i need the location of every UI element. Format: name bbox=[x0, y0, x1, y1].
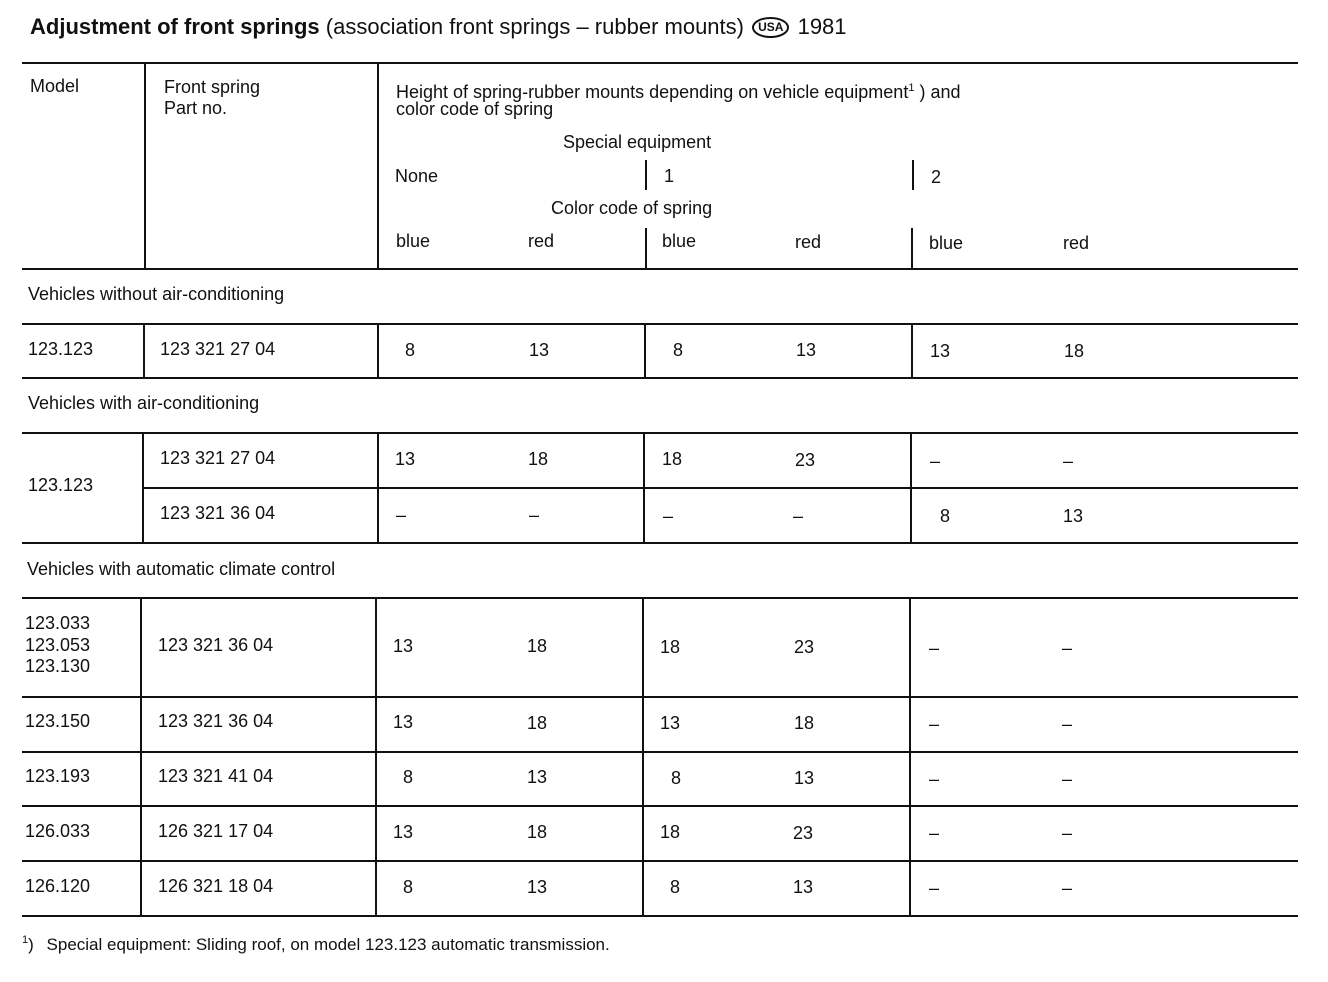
cell-value: 18 bbox=[662, 449, 683, 469]
header-eq-none: None bbox=[395, 166, 439, 186]
usa-badge-icon: USA bbox=[752, 17, 789, 38]
title-bold: Adjustment of front springs bbox=[30, 14, 320, 39]
cell-value: 13 bbox=[395, 449, 416, 469]
cell-value: 8 bbox=[670, 877, 681, 897]
vrule-header-eq1 bbox=[645, 160, 647, 190]
cell-part-no: 123 321 36 04 bbox=[158, 711, 274, 731]
cell-value: – bbox=[1062, 878, 1073, 898]
cell-model: 126.120 bbox=[25, 876, 91, 896]
cell-value: – bbox=[1062, 823, 1073, 843]
cell-value: – bbox=[529, 505, 540, 525]
cell-value: 13 bbox=[930, 341, 951, 361]
header-color-red: red bbox=[528, 231, 555, 251]
cell-value: – bbox=[929, 769, 940, 789]
cell-value: 13 bbox=[796, 340, 817, 360]
footnote-text: Special equipment: Sliding roof, on model 123.123 automatic transmission. bbox=[46, 935, 610, 954]
cell-value: 18 bbox=[660, 822, 681, 842]
footnote bbox=[22, 930, 610, 955]
vrule-s1-c bbox=[644, 323, 646, 377]
rule-row-2 bbox=[22, 751, 1298, 753]
cell-value: 18 bbox=[1064, 341, 1085, 361]
page-title bbox=[30, 14, 847, 40]
cell-value: 13 bbox=[393, 822, 414, 842]
cell-value: 13 bbox=[794, 768, 815, 788]
cell-value: 13 bbox=[527, 877, 548, 897]
cell-value: – bbox=[1062, 638, 1073, 658]
cell-model: 123.033 bbox=[25, 613, 91, 633]
cell-value: 13 bbox=[393, 636, 414, 656]
vrule-s2-b bbox=[377, 432, 379, 542]
rule-section1-top bbox=[22, 323, 1298, 325]
title-year: 1981 bbox=[797, 14, 847, 39]
vrule-header-model bbox=[144, 62, 146, 268]
vrule-header-color1 bbox=[645, 228, 647, 268]
footnote-ref: 1 bbox=[908, 82, 915, 94]
header-color-blue: blue bbox=[929, 233, 964, 253]
vrule-s3-d bbox=[909, 597, 911, 915]
vrule-s3-c bbox=[642, 597, 644, 915]
vrule-s1-b bbox=[377, 323, 379, 377]
rule-section2-top bbox=[22, 432, 1298, 434]
rule-table-bottom bbox=[22, 915, 1298, 917]
section-title: Vehicles with air-conditioning bbox=[28, 393, 260, 413]
cell-value: 13 bbox=[1063, 506, 1084, 526]
cell-part-no: 123 321 36 04 bbox=[158, 635, 274, 655]
vrule-s1-a bbox=[143, 323, 145, 377]
footnote-mark-close: ) bbox=[28, 935, 34, 954]
cell-model: 123.130 bbox=[25, 656, 91, 676]
vrule-s2-c bbox=[643, 432, 645, 542]
cell-value: – bbox=[396, 505, 407, 525]
rule-section2-inner bbox=[142, 487, 1298, 489]
cell-model: 123.193 bbox=[25, 766, 91, 786]
cell-part-no: 126 321 17 04 bbox=[158, 821, 274, 841]
cell-part-no: 123 321 36 04 bbox=[160, 503, 276, 523]
header-height-end: ) and bbox=[919, 82, 961, 102]
header-part-no: Part no. bbox=[164, 98, 228, 118]
rule-header-bottom bbox=[22, 268, 1298, 270]
vrule-header-color2 bbox=[911, 228, 913, 268]
header-front-spring: Front spring bbox=[164, 77, 261, 97]
rule-section1-bottom bbox=[22, 377, 1298, 379]
header-height-text: Height of spring-rubber mounts depending on vehicle equipment bbox=[396, 82, 909, 102]
header-color-code: Color code of spring bbox=[551, 198, 713, 218]
section-title: Vehicles with automatic climate control bbox=[27, 559, 336, 579]
cell-value: – bbox=[929, 823, 940, 843]
cell-value: 23 bbox=[794, 637, 815, 657]
cell-model: 123.053 bbox=[25, 635, 91, 655]
cell-value: 13 bbox=[793, 877, 814, 897]
header-model: Model bbox=[30, 76, 80, 96]
cell-value: 23 bbox=[795, 450, 816, 470]
cell-value: 8 bbox=[403, 877, 414, 897]
header-color-blue: blue bbox=[396, 231, 431, 251]
rule-row-3 bbox=[22, 805, 1298, 807]
cell-part-no: 123 321 41 04 bbox=[158, 766, 274, 786]
cell-value: – bbox=[793, 506, 804, 526]
cell-model: 123.123 bbox=[28, 475, 94, 495]
cell-value: 13 bbox=[527, 767, 548, 787]
cell-value: 13 bbox=[529, 340, 550, 360]
vrule-s1-d bbox=[911, 323, 913, 377]
cell-value: – bbox=[663, 506, 674, 526]
cell-value: – bbox=[929, 878, 940, 898]
cell-model: 126.033 bbox=[25, 821, 91, 841]
rule-section3-top bbox=[22, 597, 1298, 599]
cell-value: 18 bbox=[527, 636, 548, 656]
cell-value: 23 bbox=[793, 823, 814, 843]
cell-value: 8 bbox=[403, 767, 414, 787]
cell-value: – bbox=[929, 638, 940, 658]
vrule-header-part bbox=[377, 62, 379, 268]
header-color-red: red bbox=[795, 232, 822, 252]
cell-value: 13 bbox=[660, 713, 681, 733]
cell-value: – bbox=[1062, 714, 1073, 734]
cell-value: 18 bbox=[794, 713, 815, 733]
header-color-red: red bbox=[1063, 233, 1090, 253]
vrule-header-eq2 bbox=[912, 160, 914, 190]
cell-value: 18 bbox=[527, 713, 548, 733]
cell-value: 8 bbox=[671, 768, 682, 788]
vrule-s3-a bbox=[140, 597, 142, 915]
header-color-code-line: color code of spring bbox=[396, 99, 554, 119]
footnote-mark: 1 bbox=[22, 934, 29, 946]
section-title: Vehicles without air-conditioning bbox=[28, 284, 285, 304]
rule-top bbox=[22, 62, 1298, 64]
rule-row-1 bbox=[22, 696, 1298, 698]
cell-value: – bbox=[1062, 769, 1073, 789]
cell-value: 18 bbox=[527, 822, 548, 842]
vrule-s2-a bbox=[142, 432, 144, 542]
cell-value: – bbox=[1063, 451, 1074, 471]
cell-value: 8 bbox=[673, 340, 684, 360]
title-subtitle: (association front springs – rubber mounts) bbox=[325, 14, 744, 39]
cell-model: 123.123 bbox=[28, 339, 94, 359]
cell-part-no: 123 321 27 04 bbox=[160, 339, 276, 359]
header-special-equipment: Special equipment bbox=[563, 132, 712, 152]
cell-value: 8 bbox=[940, 506, 951, 526]
header-eq-1: 1 bbox=[664, 166, 675, 186]
cell-value: – bbox=[930, 451, 941, 471]
vrule-s2-d bbox=[910, 432, 912, 542]
vrule-s3-b bbox=[375, 597, 377, 915]
header-eq-2: 2 bbox=[931, 167, 942, 187]
cell-value: 18 bbox=[660, 637, 681, 657]
cell-part-no: 123 321 27 04 bbox=[160, 448, 276, 468]
header-color-blue: blue bbox=[662, 231, 697, 251]
cell-value: 18 bbox=[528, 449, 549, 469]
cell-value: – bbox=[929, 714, 940, 734]
cell-value: 13 bbox=[393, 712, 414, 732]
rule-section2-bottom bbox=[22, 542, 1298, 544]
cell-model: 123.150 bbox=[25, 711, 91, 731]
rule-row-4 bbox=[22, 860, 1298, 862]
cell-part-no: 126 321 18 04 bbox=[158, 876, 274, 896]
cell-value: 8 bbox=[405, 340, 416, 360]
